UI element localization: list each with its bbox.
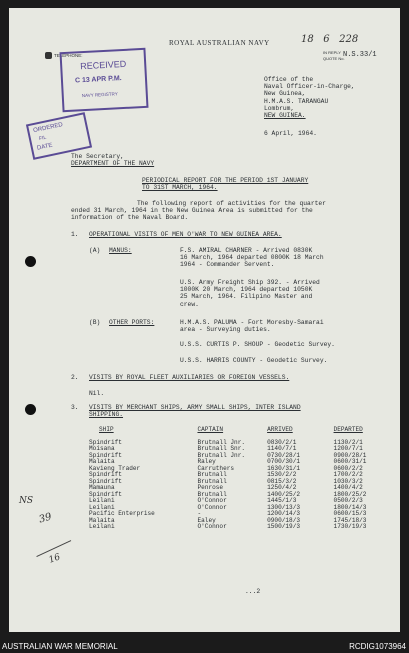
departed-cell: 1400/4/2 [333,484,363,491]
arrived-cell: 1200/14/3 [267,510,301,517]
punch-hole [25,256,36,267]
departed-cell: 0600/31/1 [333,458,367,465]
received-stamp-registry: NAVY REGISTRY [81,91,118,99]
address-line: Naval Officer-in-Charge, [264,83,355,91]
departed-cell: 1700/2/2 [333,471,363,478]
recipient-block [71,153,154,167]
heading-line: VISITS BY MERCHANT SHIPS, ARMY SMALL SHIPS, INTER ISLAND [89,404,301,411]
intro-line: ended 31 March, 1964 in the New Guinea Area is submitted for the [71,207,313,215]
captain-cell: Brutnall Jnr. [197,451,246,459]
departed-cell: 1800/14/3 [333,503,367,511]
arrived-cell: 1530/2/2 [267,471,297,478]
departed-cell: 0500/2/3 [333,497,363,504]
departed-cell: 0600/2/2 [333,464,363,472]
ship-cell: Leilani [89,503,115,511]
section-1b-text-1 [180,319,324,333]
report-title-line: TO 31ST MARCH, 1964. [142,184,218,192]
telephone-label: TELEPHONE: [54,53,83,58]
section-2-number: 2. [71,374,79,381]
intro-line: The following report of activities for the quarter [137,200,326,207]
ship-rows [89,440,400,531]
ship-cell: Kavieng Trader [89,464,141,472]
section-1b-text-2: U.S.S. CURTIS P. SHOUP - Geodetic Survey. [180,341,335,348]
section-1a-label: (A) [89,247,101,254]
captain-cell: - [197,510,202,517]
handwritten-ref: 18 6 228 [301,34,359,45]
captain-cell: Raley [197,458,216,465]
address-block [264,76,355,119]
address-line: Office of the [264,76,314,83]
arrived-cell: 0730/28/1 [267,451,301,459]
document-page [9,8,400,632]
captain-cell: O'Connor [197,523,227,530]
arrived-cell: 0900/18/3 [267,516,301,524]
text-line: F.S. AMIRAL CHARNER - Arrived 0830K [180,247,313,254]
section-2-text: Nil. [89,390,105,397]
margin-note: 39 [37,511,53,526]
address-line: NEW GUINEA. [264,112,306,120]
departed-cell: 1130/2/1 [333,438,363,446]
column-header-ship: SHIP [99,426,114,433]
footer-source: AUSTRALIAN WAR MEMORIAL [2,642,118,651]
captain-cell: Ealey [197,516,216,524]
ship-cell: Pacific Enterprise [89,510,155,517]
text-line: 25 March, 1964. Filipino Master and [180,293,313,301]
archive-footer [0,640,409,653]
ordered-stamp-date: DATE [36,142,54,152]
arrived-cell: 1500/19/3 [267,523,301,530]
captain-cell: Brutnall Snr. [197,445,246,452]
ship-cell: Spindrift [89,438,122,446]
footer-id: RCDIG1073964 [349,642,406,651]
departed-cell: 1800/25/2 [333,490,367,498]
text-line: 1000K 20 March, 1964 departed 1050K [180,286,313,294]
in-reply-label: IN REPLY [323,50,341,55]
reference-number: N.S.33/1 [343,51,377,59]
arrived-cell: 0830/2/1 [267,438,297,446]
text-line: 1964 - Commander Servent. [180,261,275,269]
section-1-number: 1. [71,231,79,238]
departed-cell: 1730/19/3 [333,523,367,530]
table-row [89,524,400,531]
section-1a-title: MANUS: [109,247,132,254]
received-stamp-date: C 13 APR P.M. [74,75,122,85]
column-header-captain: CAPTAIN [197,426,224,433]
arrived-cell: 0815/3/2 [267,477,297,485]
address-line: H.M.A.S. TARANGAU [264,97,329,105]
address-line: New Guinea, [264,90,306,98]
heading-line: SHIPPING. [89,411,124,419]
intro-paragraph [71,200,326,222]
column-header-arrived: ARRIVED [267,426,293,433]
quote-no-label: QUOTE No. [323,56,345,61]
ship-cell: Mamauna [89,484,115,491]
received-stamp [59,48,148,112]
arrived-cell: 1400/25/2 [267,490,301,498]
ship-cell: Spindrift [89,451,122,459]
section-3-heading [89,404,301,418]
text-line: area - Surveying duties. [180,326,271,334]
section-1b-text-3: U.S.S. HARRIS COUNTY - Geodetic Survey. [180,357,328,364]
captain-cell: Carruthers [197,464,235,472]
text-line: U.S. Army Freight Ship 392. - Arrived [180,279,320,286]
ship-cell: Leilani [89,497,115,504]
arrived-cell: 1300/13/3 [267,503,301,511]
column-header-departed: DEPARTED [333,426,363,433]
address-line: Lombrum, [264,104,295,112]
departed-cell: 0600/15/3 [333,510,367,517]
ship-cell: Malaita [89,516,115,524]
ordered-stamp-fil: FIL [38,134,47,143]
page-continuation: ...2 [245,588,261,595]
intro-line: information of the Naval Board. [71,214,189,222]
arrived-cell: 1250/4/2 [267,484,297,491]
arrived-cell: 1630/31/1 [267,464,301,472]
captain-cell: Penrose [197,484,224,491]
punch-hole [25,404,36,415]
captain-cell: Brutnall [197,471,227,478]
section-1b-label: (B) [89,319,101,326]
ship-cell: Malaita [89,458,115,465]
ship-cell: Spindrift [89,471,122,478]
captain-cell: Brutnall Jnr. [197,438,246,446]
ship-cell: Spindrift [89,490,122,498]
merchant-ships-table [89,427,400,531]
captain-cell: O'Connor [197,497,227,504]
captain-cell: O'Connor [197,503,227,511]
departed-cell: 0900/28/1 [333,451,367,459]
ordered-stamp-title: ORDERED [32,122,64,135]
margin-note: 16 [47,552,62,566]
ship-cell: Leilani [89,523,115,530]
arrived-cell: 0700/30/1 [267,458,301,465]
letter-date: 6 April, 1964. [264,130,317,137]
section-1a-text-2 [180,279,320,308]
departed-cell: 1745/18/3 [333,516,367,524]
crest-icon [45,52,52,59]
ship-cell: Spindrift [89,477,122,485]
captain-cell: Brutnall [197,490,227,498]
section-1a-text-1 [180,247,324,269]
section-2-heading: VISITS BY ROYAL FLEET AUXILIARIES OR FOREIGN VESSELS. [89,374,290,381]
arrived-cell: 1445/1/3 [267,497,297,504]
received-stamp-title: RECEIVED [79,58,127,72]
report-title-line: PERIODICAL REPORT FOR THE PERIOD 1ST JANUARY [142,177,309,184]
navy-heading: ROYAL AUSTRALIAN NAVY [169,39,270,47]
departed-cell: 1200/7/1 [333,445,363,452]
margin-note: NS [19,496,34,506]
captain-cell: Brutnall [197,477,227,485]
section-1b-title: OTHER PORTS: [109,319,155,326]
section-1-heading: OPERATIONAL VISITS OF MEN O'WAR TO NEW GUINEA AREA. [89,231,282,238]
text-line: crew. [180,300,199,308]
text-line: 16 March, 1964 departed 0800K 18 March [180,254,324,262]
recipient-line: The Secretary, [71,153,124,160]
recipient-line: DEPARTMENT OF THE NAVY [71,160,155,168]
ship-cell: Moisana [89,445,115,452]
section-3-number: 3. [71,404,79,411]
report-title [142,177,308,191]
arrived-cell: 1140/7/1 [267,445,297,452]
text-line: H.M.A.S. PALUMA - Fort Moresby-Samarai [180,319,324,326]
departed-cell: 1030/3/2 [333,477,363,485]
